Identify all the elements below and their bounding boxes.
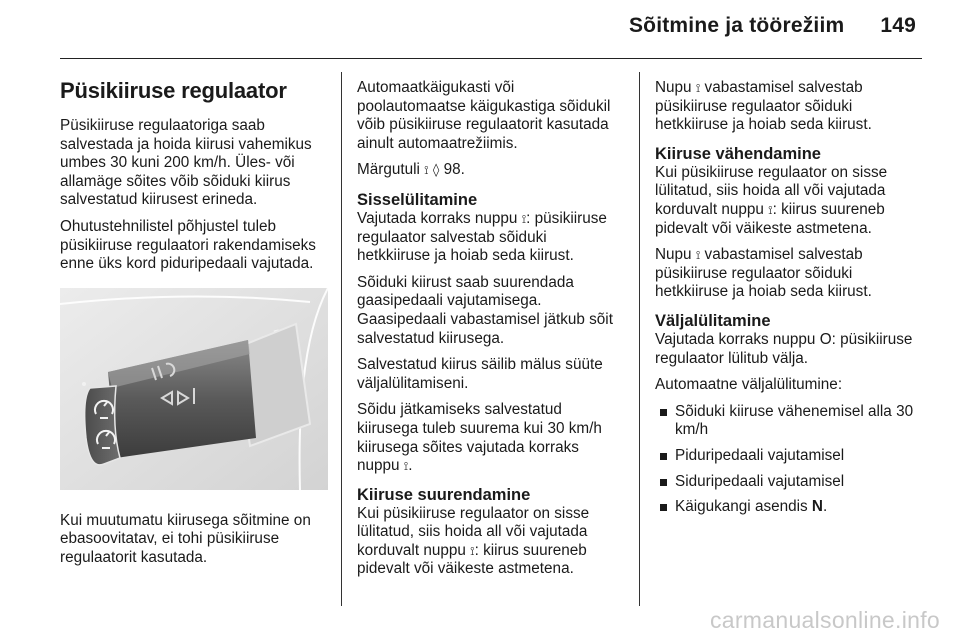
memory-paragraph: Salvestatud kiirus säilib mälus süüte väljalülitamiseni. — [357, 356, 603, 392]
list-item: Siduripedaali vajutamisel — [655, 473, 917, 492]
column-2 — [357, 79, 619, 587]
decrease-release-paragraph: Nupu ⟟ vabastamisel salvestab püsikiiruse regulaator sõiduki hetkkiiruse ja hoiab seda kiirust. — [655, 246, 872, 301]
column-divider-2 — [639, 72, 640, 606]
cruise-control-icon: ⟟ — [424, 163, 429, 178]
watermark: carmanualsonline.info — [709, 607, 940, 633]
set-button-icon: ⟟ — [521, 211, 527, 226]
subheading-increase-speed: Kiiruse suurendamine — [357, 485, 531, 504]
intro-paragraph: Püsikiiruse regulaatoriga saab salvestada ja hoida kiirusi vahemikus umbes 30 kuni 200 km/h. Üles- või allamäge sõites võib sõiduki kiirus salvestatud kiirusest erineda. — [60, 117, 312, 209]
column-divider-1 — [341, 72, 342, 606]
reference-diamond-icon: ◊ — [432, 163, 440, 179]
resume-button-icon: ⟟ — [768, 202, 773, 217]
auto-off-intro: Automaatne väljalülitumine: — [655, 376, 843, 394]
decrease-speed-paragraph: Kui püsikiiruse regulaator on sisse lülitatud, siis hoida all või vajutada korduvalt nuppu ⟟: kiirus suureneb pidevalt või väikeste astmetena. — [655, 163, 888, 237]
chapter-title: Sõitmine ja töörežiim — [628, 14, 845, 37]
increase-speed-paragraph: Kui püsikiiruse regulaator on sisse lülitatud, siis hoida all või vajutada korduvalt nuppu ⟟: kiirus suureneb pidevalt või väikeste astmetena. — [357, 504, 590, 578]
page-number: 149 — [880, 14, 916, 37]
resume-button-icon: ⟟ — [695, 248, 701, 263]
warning-paragraph: Kui muutumatu kiirusega sõitmine on ebasoovitatav, ei tohi püsikiiruse regulaatorit kasutada. — [60, 511, 311, 566]
column-3 — [655, 79, 917, 524]
subheading-decrease-speed: Kiiruse vähendamine — [655, 144, 821, 163]
section-title: Püsikiiruse regulaator — [60, 78, 287, 103]
subheading-switch-off: Väljalülitamine — [655, 311, 771, 330]
resume-paragraph: Sõidu jätkamiseks salvestatud kiirusega tuleb suurema kui 30 km/h kiirusega sõites vajutada korraks nuppu ⟟. — [357, 401, 602, 475]
cruise-control-stalk-illustration — [60, 288, 328, 490]
subheading-switch-on: Sisselülitamine — [357, 190, 478, 209]
switch-off-paragraph: Vajutada korraks nuppu O: püsikiiruse regulaator lülitub välja. — [655, 330, 913, 367]
list-item: Piduripedaali vajutamisel — [655, 447, 917, 466]
automatic-transmission-paragraph: Automaatkäigukasti või poolautomaatse käigukastiga sõidukil võib püsikiiruse regulaatorit kasutada ainult automaatrežiimis. — [357, 79, 611, 152]
resume-button-icon: ⟟ — [403, 459, 409, 474]
auto-off-list — [655, 403, 917, 517]
set-button-icon: ⟟ — [470, 543, 475, 558]
list-item: Käigukangi asendis N. — [655, 498, 917, 517]
safety-paragraph: Ohutustehnilistel põhjustel tuleb püsikiiruse regulaatori rakendamiseks enne üks kord piduripedaali vajutada. — [60, 217, 316, 273]
switch-on-paragraph: Vajutada korraks nuppu ⟟: püsikiiruse regulaator salvestab sõiduki hetkkiiruse ja hoiab seda kiirust. — [357, 209, 607, 265]
accelerate-paragraph: Sõiduki kiirust saab suurendada gaasipedaali vajutamisega. Gaasipedaali vabastamisel jätkub sõit salvestatud kiirusega. — [357, 273, 613, 347]
indicator-paragraph: Märgutuli ⟟ ◊ 98. — [357, 161, 465, 179]
set-button-icon: ⟟ — [695, 81, 701, 95]
list-item: Sõiduki kiiruse vähenemisel alla 30 km/h — [655, 403, 917, 440]
release-paragraph: Nupu ⟟ vabastamisel salvestab püsikiiruse regulaator sõiduki hetkkiiruse ja hoiab seda kiirust. — [655, 79, 872, 134]
running-header — [629, 14, 916, 38]
circle-off-icon: O — [819, 330, 832, 348]
column-1 — [60, 78, 330, 576]
header-rule — [60, 58, 922, 59]
